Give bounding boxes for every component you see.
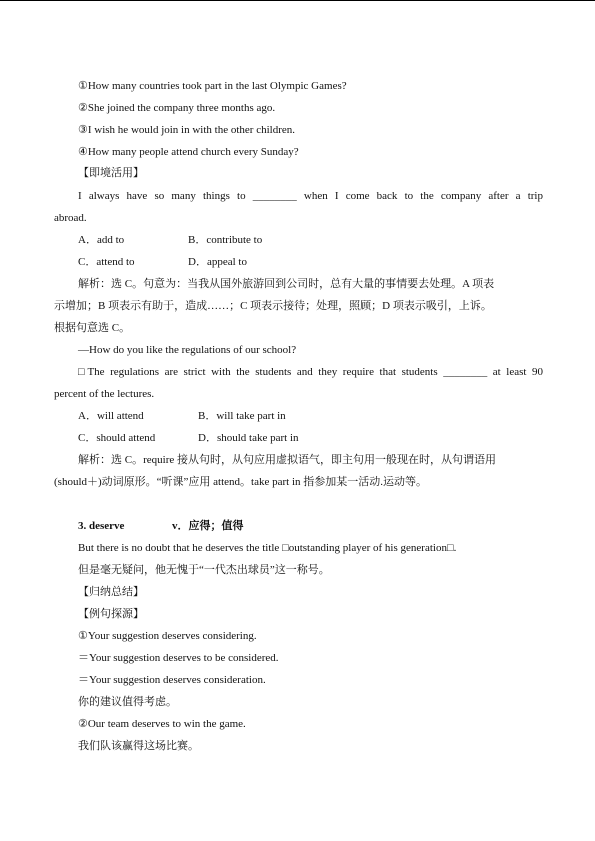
option-d: D．should take part in [198,432,299,444]
top-rule [0,0,595,1]
option-d: D．appeal to [188,256,247,268]
option-c: C．should attend [78,432,156,444]
option-a: A．add to [78,234,125,246]
option-b: B．contribute to [188,234,263,246]
option-b: B．will take part in [198,410,286,422]
word-title: 3. deserve [78,520,125,532]
option-a: A．will attend [78,410,144,422]
option-c: C．attend to [78,256,135,268]
word-definition: v．应得；值得 [172,520,244,532]
